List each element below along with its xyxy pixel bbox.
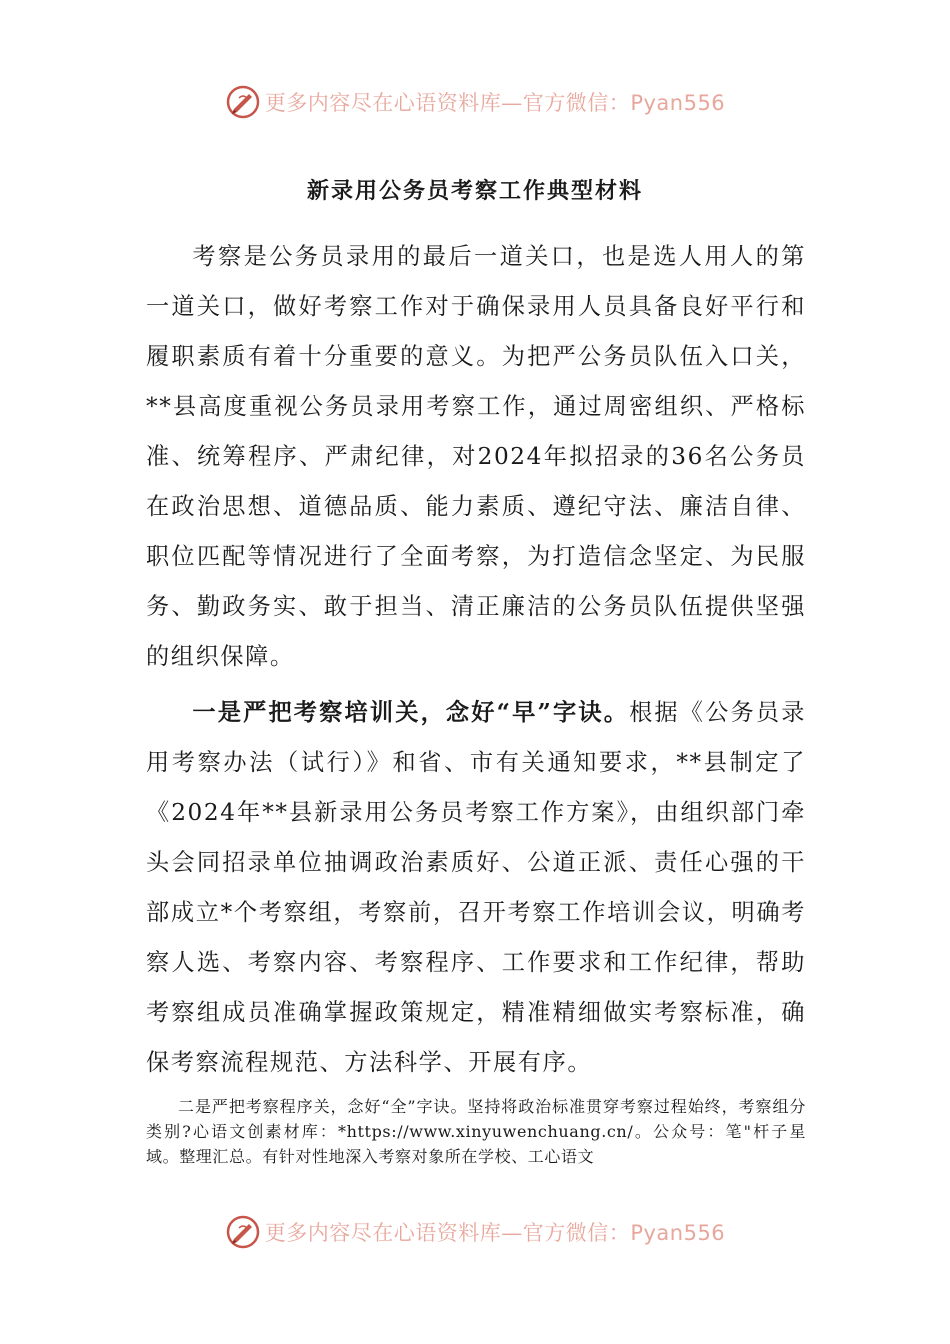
footnote-text <box>146 1094 806 1169</box>
wechat-id: Pyan556 <box>630 1221 726 1245</box>
header-watermark-banner <box>0 80 950 124</box>
document-title: 新录用公务员考察工作典型材料 <box>306 178 643 204</box>
footer-watermark-banner <box>0 1210 950 1254</box>
pen-circle-logo-icon <box>225 1214 261 1250</box>
paragraph-second-point: 二是严把考察程序关，念好“全”字诀。坚持将政治标准贯穿考察过程始终，考察组分类别?心语文创素材库：*https://www.xinyuwenchuang.cn/。公众号：笔"杆子星域。整理汇总。有针对性地深入考察对象所在学校、工心语文 <box>146 1097 806 1166</box>
paragraph-lead: 一是严把考察培训关，念好“早”字诀。 <box>192 699 630 726</box>
pen-circle-logo-icon <box>225 84 261 120</box>
wechat-id: Pyan556 <box>630 91 726 115</box>
paragraph-text: 根据《公务员录用考察办法（试行）》和省、市有关通知要求，**县制定了《2024年**县新录用公务员考察工作方案》，由组织部门牵头会同招录单位抽调政治素质好、公道正派、责任心强的干部成立*个考察组，考察前，召开考察工作培训会议，明确考察人选、考察内容、考察程序、工作要求和工作纪律，帮助考察组成员准确掌握政策规定，精准精细做实考察标准，确保考察流程规范、方法科学、开展有序。 <box>146 699 806 1076</box>
paragraph-first-point <box>146 688 806 1088</box>
banner-text: 更多内容尽在心语资料库—官方微信：Pyan556 <box>264 1221 726 1245</box>
banner-text: 更多内容尽在心语资料库—官方微信：Pyan556 <box>264 91 726 115</box>
document-body <box>146 232 806 1088</box>
paragraph-intro: 考察是公务员录用的最后一道关口，也是选人用人的第一道关口，做好考察工作对于确保录用人员具备良好平行和履职素质有着十分重要的意义。为把严公务员队伍入口关，**县高度重视公务员录用考察工作，通过周密组织、严格标准、统筹程序、严肃纪律，对2024年拟招录的36名公务员在政治思想、道德品质、能力素质、遵纪守法、廉洁自律、职位匹配等情况进行了全面考察，为打造信念坚定、为民服务、勤政务实、敢于担当、清正廉洁的公务员队伍提供坚强的组织保障。 <box>146 243 806 670</box>
